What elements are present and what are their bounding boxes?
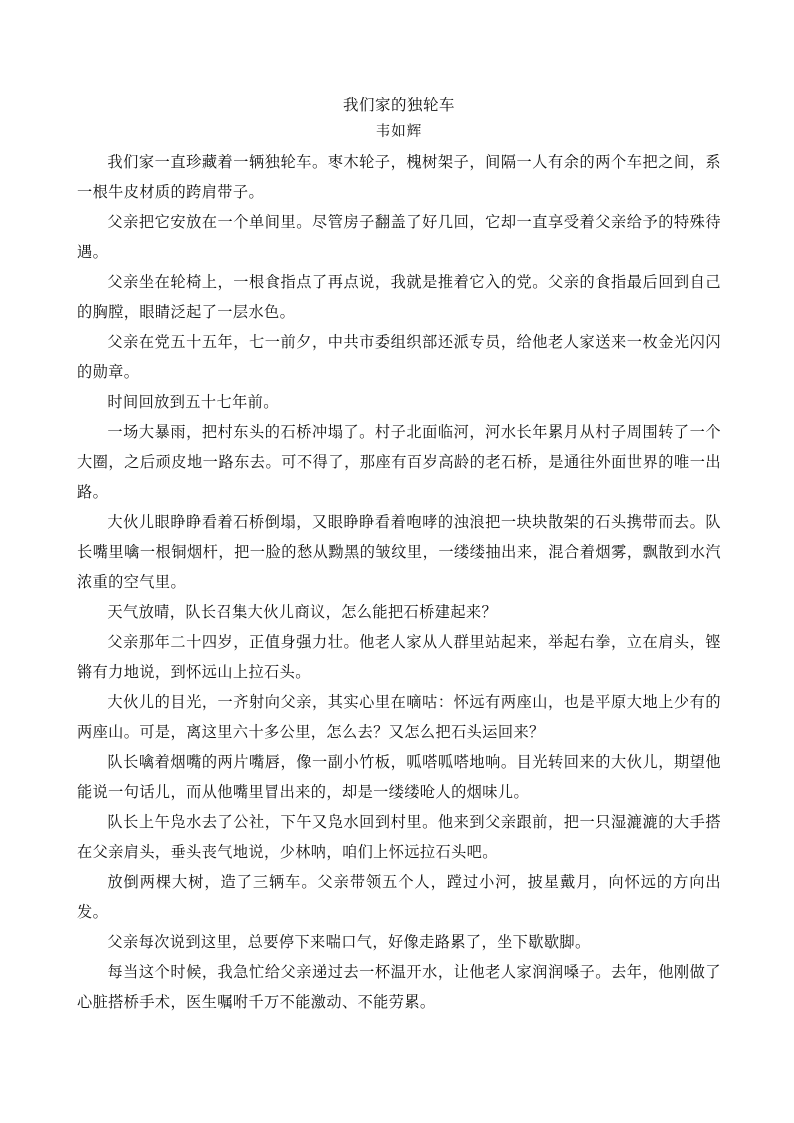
paragraph: 时间回放到五十七年前。 [107, 393, 279, 411]
paragraph: 天气放晴，队长召集大伙儿商议，怎么能把石桥建起来？ [107, 603, 498, 621]
paragraph: 队长噙着烟嘴的两片嘴唇，像一副小竹板，呱嗒呱嗒地响。目光转回来的大伙儿，期望他能说一句话儿，而从他嘴里冒出来的，却是一缕缕呛人的烟味儿。 [77, 753, 721, 801]
paragraph: 放倒两棵大树，造了三辆车。父亲带领五个人，蹚过小河，披星戴月，向怀远的方向出发。 [77, 873, 721, 921]
paragraph: 一场大暴雨，把村东头的石桥冲塌了。村子北面临河，河水长年累月从村子周围转了一个大圈，之后顽皮地一路东去。可不得了，那座有百岁高龄的老石桥，是通往外面世界的唯一出路。 [77, 423, 721, 501]
paragraph: 父亲坐在轮椅上，一根食指点了再点说，我就是推着它入的党。父亲的食指最后回到自己的胸膛，眼睛泛起了一层水色。 [77, 273, 721, 321]
paragraph: 每当这个时候，我急忙给父亲递过去一杯温开水，让他老人家润润嗓子。去年，他刚做了心脏搭桥手术，医生嘱咐千万不能激动、不能劳累。 [77, 963, 721, 1011]
paragraph: 大伙儿眼睁睁看着石桥倒塌，又眼睁睁看着咆哮的浊浪把一块块散架的石头携带而去。队长嘴里噙一根铜烟杆，把一脸的愁从黝黑的皱纹里，一缕缕抽出来，混合着烟雾，飘散到水汽浓重的空气里。 [77, 513, 721, 591]
document-body [77, 147, 721, 1017]
paragraph: 父亲在党五十五年，七一前夕，中共市委组织部还派专员，给他老人家送来一枚金光闪闪的勋章。 [77, 333, 721, 381]
document-title: 我们家的独轮车 [342, 96, 455, 114]
document-author: 韦如辉 [375, 124, 423, 140]
paragraph: 队长上午凫水去了公社，下午又凫水回到村里。他来到父亲跟前，把一只湿漉漉的大手搭在父亲肩头，垂头丧气地说，少林呐，咱们上怀远拉石头吧。 [77, 813, 721, 861]
paragraph: 大伙儿的目光，一齐射向父亲，其实心里在嘀咕：怀远有两座山，也是平原大地上少有的两座山。可是，离这里六十多公里，怎么去？又怎么把石头运回来？ [77, 693, 721, 741]
paragraph: 父亲每次说到这里，总要停下来喘口气，好像走路累了，坐下歇歇脚。 [107, 933, 591, 951]
paragraph: 我们家一直珍藏着一辆独轮车。枣木轮子，槐树架子，间隔一人有余的两个车把之间，系一根牛皮材质的跨肩带子。 [77, 153, 721, 201]
document-page [77, 92, 721, 1017]
paragraph: 父亲把它安放在一个单间里。尽管房子翻盖了好几回，它却一直享受着父亲给予的特殊待遇。 [77, 213, 721, 261]
paragraph: 父亲那年二十四岁，正值身强力壮。他老人家从人群里站起来，举起右拳，立在肩头，铿锵有力地说，到怀远山上拉石头。 [77, 633, 721, 681]
